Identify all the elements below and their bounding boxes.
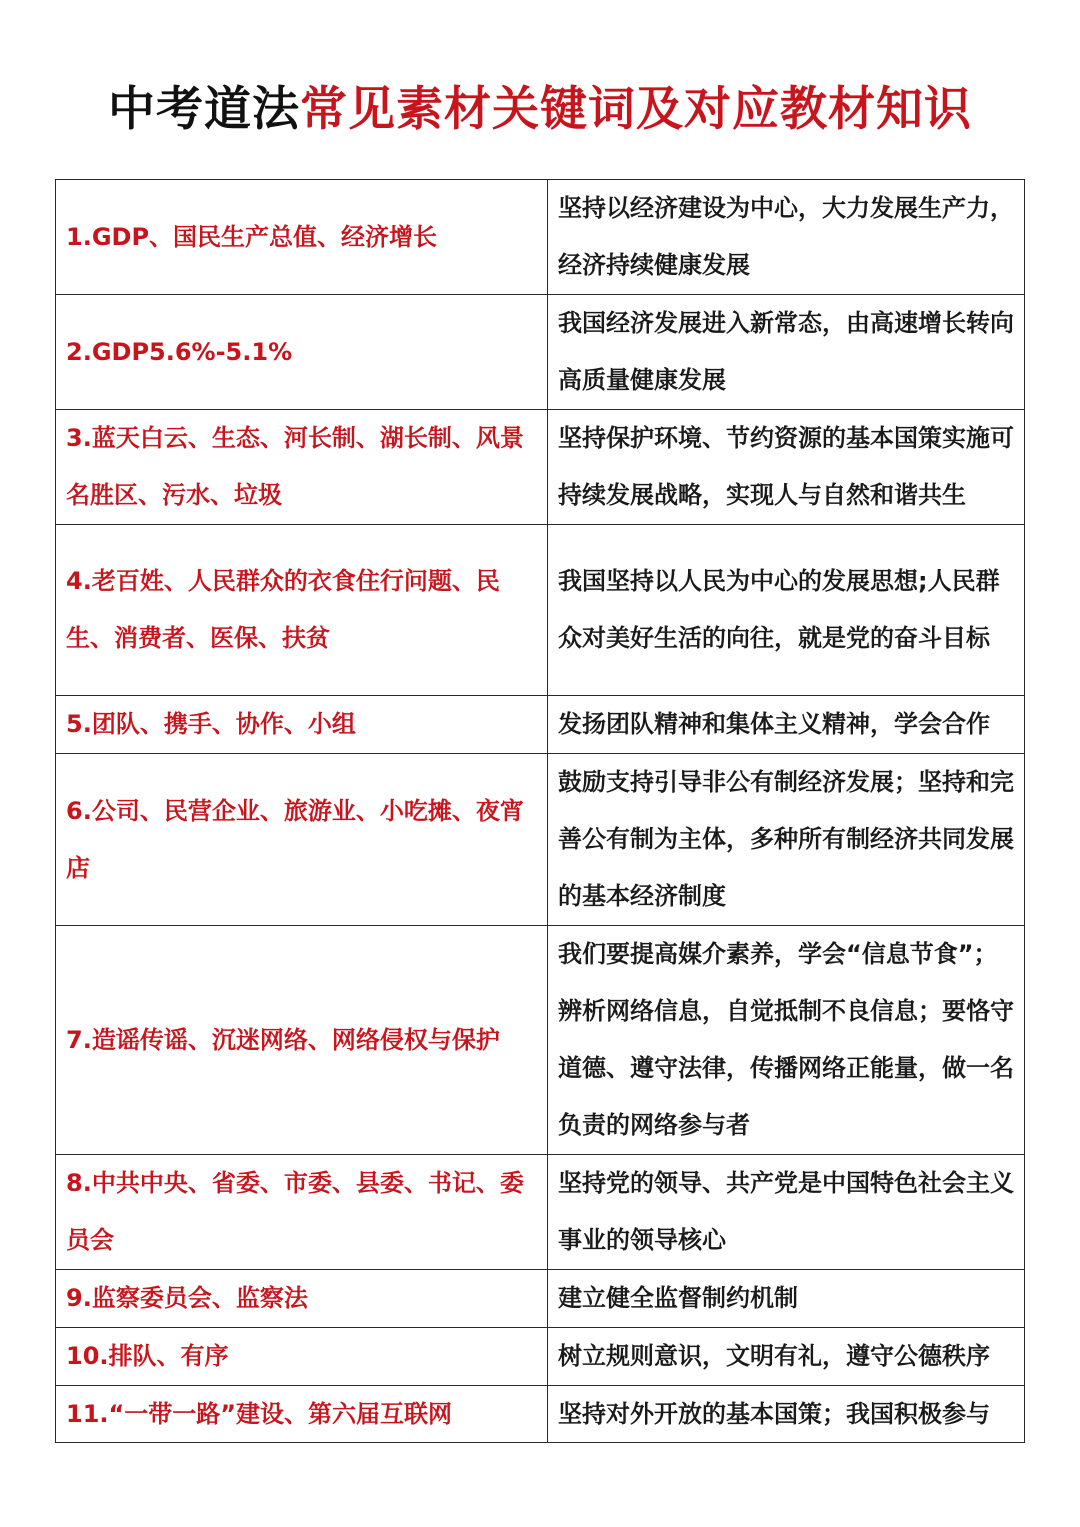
knowledge-cell: 我国经济发展进入新常态，由高速增长转向高质量健康发展 (548, 295, 1025, 410)
keyword-knowledge-table (55, 179, 1025, 1443)
table-row (56, 410, 1025, 525)
keyword-cell: 9.监察委员会、监察法 (56, 1270, 548, 1328)
page-title (0, 72, 1080, 148)
knowledge-cell: 我国坚持以人民为中心的发展思想;人民群众对美好生活的向往，就是党的奋斗目标 (548, 525, 1025, 696)
keyword-cell: 3.蓝天白云、生态、河长制、湖长制、风景名胜区、污水、垃圾 (56, 410, 548, 525)
knowledge-cell: 我们要提高媒介素养，学会“信息节食”；辨析网络信息，自觉抵制不良信息；要恪守道德、遵守法律，传播网络正能量，做一名负责的网络参与者 (548, 926, 1025, 1155)
table-row (56, 1328, 1025, 1386)
table-row (56, 1270, 1025, 1328)
keyword-cell: 5.团队、携手、协作、小组 (56, 696, 548, 754)
title-red-part: 常见素材关键词及对应教材知识 (300, 82, 972, 137)
knowledge-cell: 发扬团队精神和集体主义精神，学会合作 (548, 696, 1025, 754)
table-row (56, 754, 1025, 926)
knowledge-cell: 鼓励支持引导非公有制经济发展；坚持和完善公有制为主体，多种所有制经济共同发展的基本经济制度 (548, 754, 1025, 926)
table-row (56, 295, 1025, 410)
keyword-cell-text: 11.“一带一路”建设、第六届互联网 (66, 1400, 453, 1428)
table-row (56, 926, 1025, 1155)
keyword-cell: 7.造谣传谣、沉迷网络、网络侵权与保护 (56, 926, 548, 1155)
table-row (56, 1386, 1025, 1443)
keyword-cell: 6.公司、民营企业、旅游业、小吃摊、夜宵店 (56, 754, 548, 926)
title-black-part: 中考道法 (108, 82, 300, 137)
knowledge-cell-truncated (548, 1386, 1025, 1443)
knowledge-cell: 坚持保护环境、节约资源的基本国策实施可持续发展战略，实现人与自然和谐共生 (548, 410, 1025, 525)
table-row (56, 525, 1025, 696)
keyword-cell: 2.GDP5.6%-5.1% (56, 295, 548, 410)
table-row (56, 180, 1025, 295)
knowledge-cell-text: 坚持对外开放的基本国策；我国积极参与 (558, 1400, 990, 1428)
knowledge-cell: 坚持以经济建设为中心，大力发展生产力，经济持续健康发展 (548, 180, 1025, 295)
keyword-cell: 10.排队、有序 (56, 1328, 548, 1386)
table-row (56, 696, 1025, 754)
knowledge-cell: 树立规则意识，文明有礼，遵守公德秩序 (548, 1328, 1025, 1386)
keyword-cell: 1.GDP、国民生产总值、经济增长 (56, 180, 548, 295)
keyword-cell-truncated (56, 1386, 548, 1443)
keyword-cell: 8.中共中央、省委、市委、县委、书记、委员会 (56, 1155, 548, 1270)
table-row (56, 1155, 1025, 1270)
knowledge-cell: 坚持党的领导、共产党是中国特色社会主义事业的领导核心 (548, 1155, 1025, 1270)
keyword-cell: 4.老百姓、人民群众的衣食住行问题、民生、消费者、医保、扶贫 (56, 525, 548, 696)
knowledge-cell: 建立健全监督制约机制 (548, 1270, 1025, 1328)
